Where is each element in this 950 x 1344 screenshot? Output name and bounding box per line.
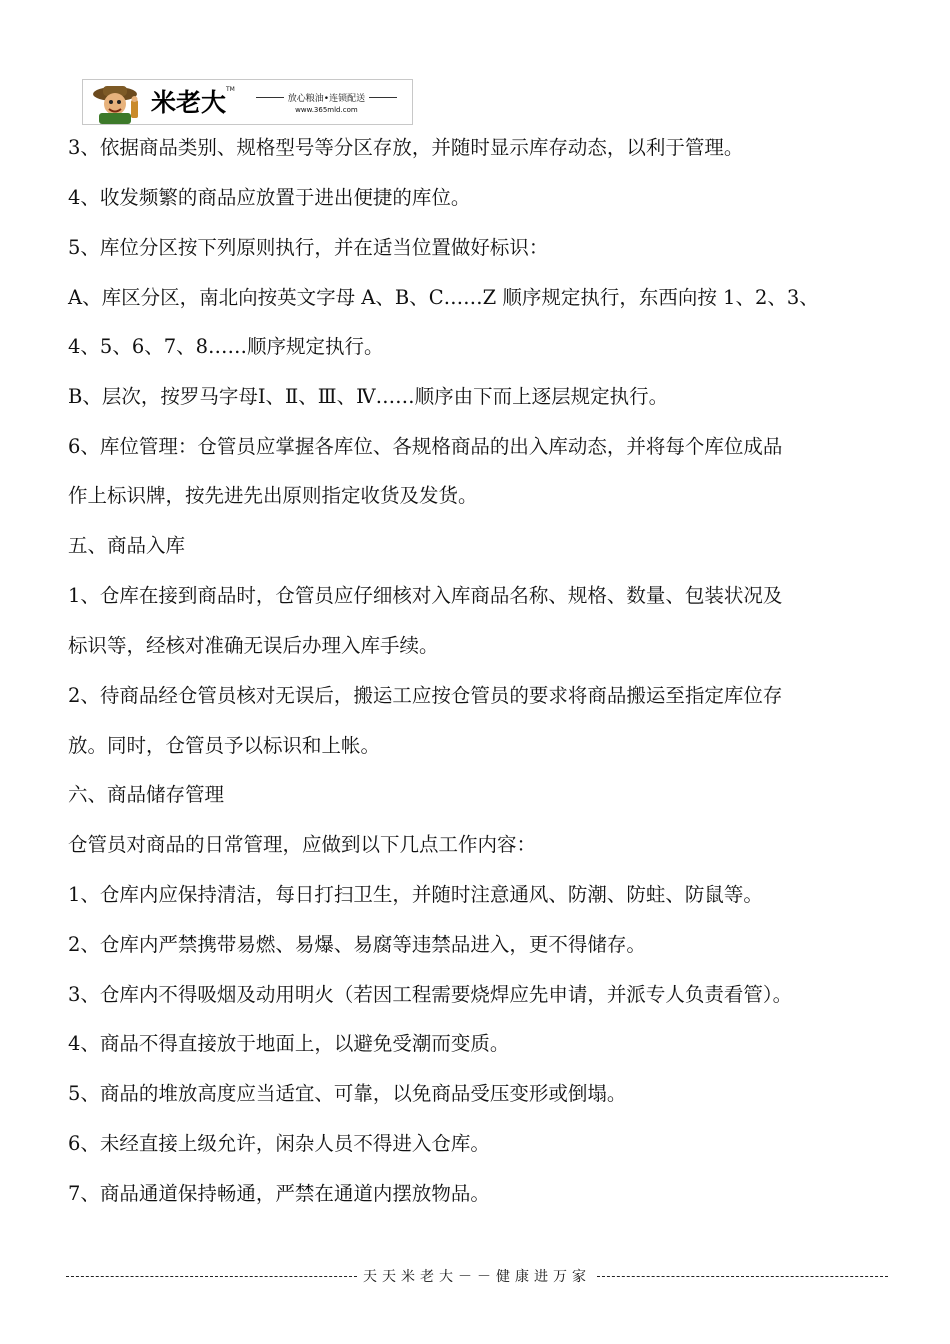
text-line: 4、商品不得直接放于地面上，以避免受潮而变质。 (68, 1032, 510, 1055)
section-heading: 六、商品储存管理 (68, 783, 225, 806)
tagline-row (252, 91, 401, 104)
text-line: 3、依据商品类别、规格型号等分区存放，并随时显示库存动态，以利于管理。 (68, 136, 744, 159)
text-line: 1、仓库在接到商品时，仓管员应仔细核对入库商品名称、规格、数量、包装状况及 (68, 584, 783, 607)
text-line: 2、仓库内严禁携带易燃、易爆、易腐等违禁品进入，更不得储存。 (68, 933, 646, 956)
text-line: 4、5、6、7、8……顺序规定执行。 (68, 335, 384, 358)
text-line: 仓管员对商品的日常管理，应做到以下几点工作内容： (68, 833, 537, 856)
text-line: 4、收发频繁的商品应放置于进出便捷的库位。 (68, 186, 471, 209)
mascot-icon (85, 80, 149, 124)
tagline-dash-left (256, 97, 284, 98)
text-line: 标识等，经核对准确无误后办理入库手续。 (68, 634, 439, 657)
text-line: 7、商品通道保持畅通，严禁在通道内摆放物品。 (68, 1182, 490, 1205)
text-line: 6、库位管理：仓管员应掌握各库位、各规格商品的出入库动态，并将每个库位成品 (68, 435, 783, 458)
text-line: 作上标识牌，按先进先出原则指定收货及发货。 (68, 484, 478, 507)
footer-dashed-line-right (597, 1276, 888, 1277)
slogan-text: 放心粮油•连锁配送 (287, 93, 366, 104)
text-line: 6、未经直接上级允许，闲杂人员不得进入仓库。 (68, 1132, 490, 1155)
page-footer (66, 1266, 888, 1286)
text-line: 5、库位分区按下列原则执行，并在适当位置做好标识： (68, 236, 549, 259)
tagline-dash-right (369, 97, 397, 98)
website-text: www.365mld.com (295, 105, 358, 114)
footer-dashed-line-left (66, 1276, 357, 1277)
section-heading: 五、商品入库 (68, 534, 186, 557)
text-line: 2、待商品经仓管员核对无误后，搬运工应按仓管员的要求将商品搬运至指定库位存 (68, 684, 783, 707)
text-line: 3、仓库内不得吸烟及动用明火（若因工程需要烧焊应先申请，并派专人负责看管）。 (68, 983, 793, 1006)
text-line: 放。同时，仓管员予以标识和上帐。 (68, 734, 381, 757)
text-line: B、层次，按罗马字母Ⅰ、Ⅱ、Ⅲ、Ⅳ……顺序由下而上逐层规定执行。 (68, 385, 669, 408)
text-line: 5、商品的堆放高度应当适宜、可靠，以免商品受压变形或倒塌。 (68, 1082, 627, 1105)
trademark-mark: TM (226, 86, 235, 93)
footer-text: 天天米老大－－健康进万家 (363, 1269, 591, 1285)
tagline-block (241, 91, 412, 114)
text-line: 1、仓库内应保持清洁，每日打扫卫生，并随时注意通风、防潮、防蛀、防鼠等。 (68, 883, 763, 906)
text-line: A、库区分区，南北向按英文字母 A、B、C……Z 顺序规定执行，东西向按 1、2、3、 (68, 286, 819, 309)
header-logo-banner (82, 79, 413, 125)
brand-name: 米老大 (151, 87, 227, 117)
